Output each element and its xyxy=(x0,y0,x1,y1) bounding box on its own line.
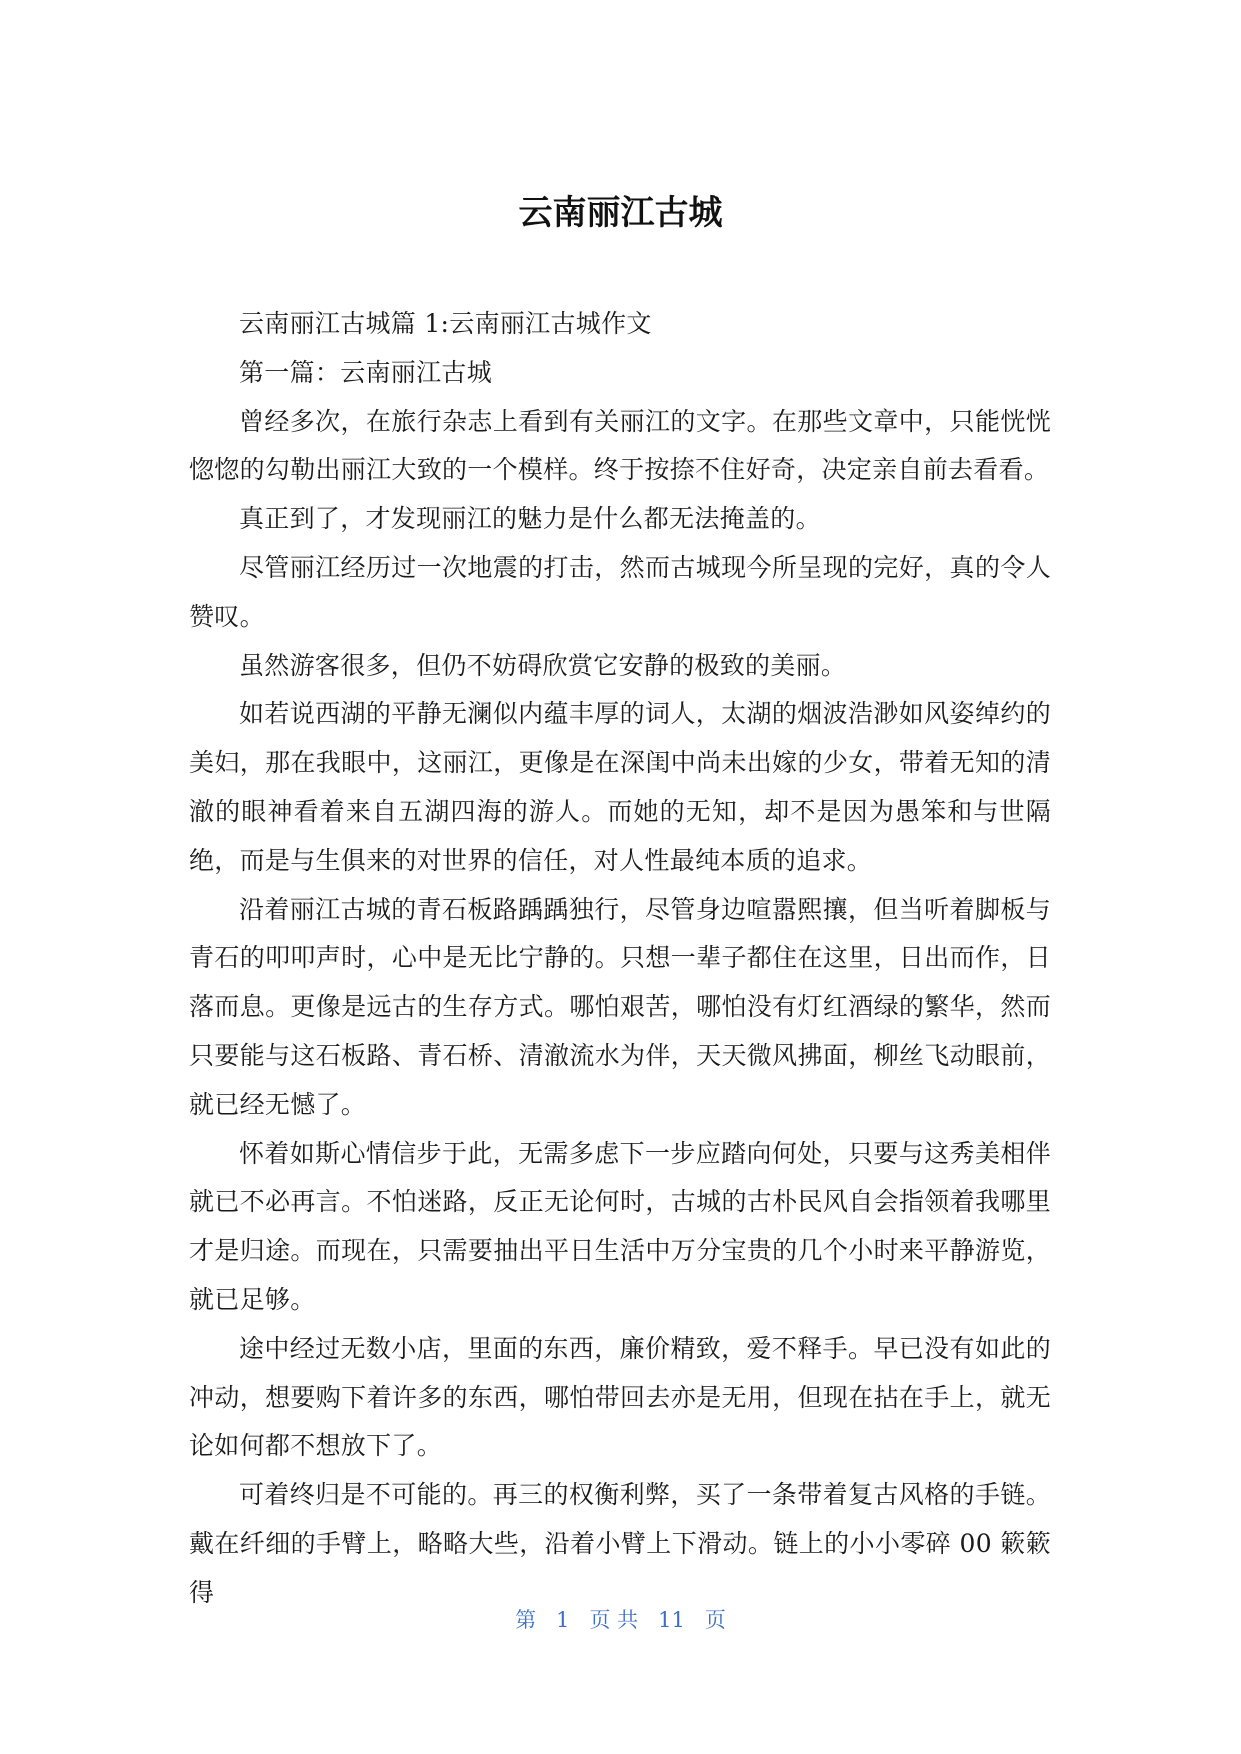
paragraph-6: 虽然游客很多，但仍不妨碍欣赏它安静的极致的美丽。 xyxy=(239,650,847,680)
paragraph-7: 如若说西湖的平静无澜似内蕴丰厚的词人，太湖的烟波浩渺如风姿绰约的美妇，那在我眼中，这丽江，更像是在深闺中尚未出嫁的少女，带着无知的清澈的眼神看着来自五湖四海的游人。而她的无知，却不是因为愚笨和与世隔绝，而是与生俱来的对世界的信任，对人性最纯本质的追求。 xyxy=(189,699,1051,875)
paragraph-3: 曾经多次，在旅行杂志上看到有关丽江的文字。在那些文章中，只能恍恍惚惚的勾勒出丽江大致的一个模样。终于按捺不住好奇，决定亲自前去看看。 xyxy=(189,406,1051,485)
paragraph-8: 沿着丽江古城的青石板路踽踽独行，尽管身边喧嚣熙攘，但当听着脚板与青石的叩叩声时，心中是无比宁静的。只想一辈子都住在这里，日出而作，日落而息。更像是远古的生存方式。哪怕艰苦，哪怕没有灯红酒绿的繁华，然而只要能与这石板路、青石桥、清澈流水为伴，天天微风拂面，柳丝飞动眼前，就已经无憾了。 xyxy=(189,894,1051,1119)
paragraph-5: 尽管丽江经历过一次地震的打击，然而古城现今所呈现的完好，真的令人赞叹。 xyxy=(189,552,1051,631)
document-title: 云南丽江古城 xyxy=(518,193,723,233)
page-number-footer: 第 1 页 共 11 页 xyxy=(515,1608,726,1632)
document-body xyxy=(189,300,1051,1618)
paragraph-9: 怀着如斯心情信步于此，无需多虑下一步应踏向何处，只要与这秀美相伴就已不必再言。不怕迷路，反正无论何时，古城的古朴民风自会指领着我哪里才是归途。而现在，只需要抽出平日生活中万分宝贵的几个小时来平静游览，就已足够。 xyxy=(189,1138,1051,1314)
paragraph-4: 真正到了，才发现丽江的魅力是什么都无法掩盖的。 xyxy=(239,504,821,534)
paragraph-11: 可着终归是不可能的。再三的权衡利弊，买了一条带着复古风格的手链。戴在纤细的手臂上，略略大些，沿着小臂上下滑动。链上的小小零碎 00 簌簌得 xyxy=(189,1480,1051,1607)
paragraph-1: 云南丽江古城篇 1:云南丽江古城作文 xyxy=(239,309,652,338)
paragraph-10: 途中经过无数小店，里面的东西，廉价精致，爱不释手。早已没有如此的冲动，想要购下着许多的东西，哪怕带回去亦是无用，但现在拈在手上，就无论如何都不想放下了。 xyxy=(189,1333,1051,1461)
paragraph-2: 第一篇：云南丽江古城 xyxy=(239,357,493,387)
